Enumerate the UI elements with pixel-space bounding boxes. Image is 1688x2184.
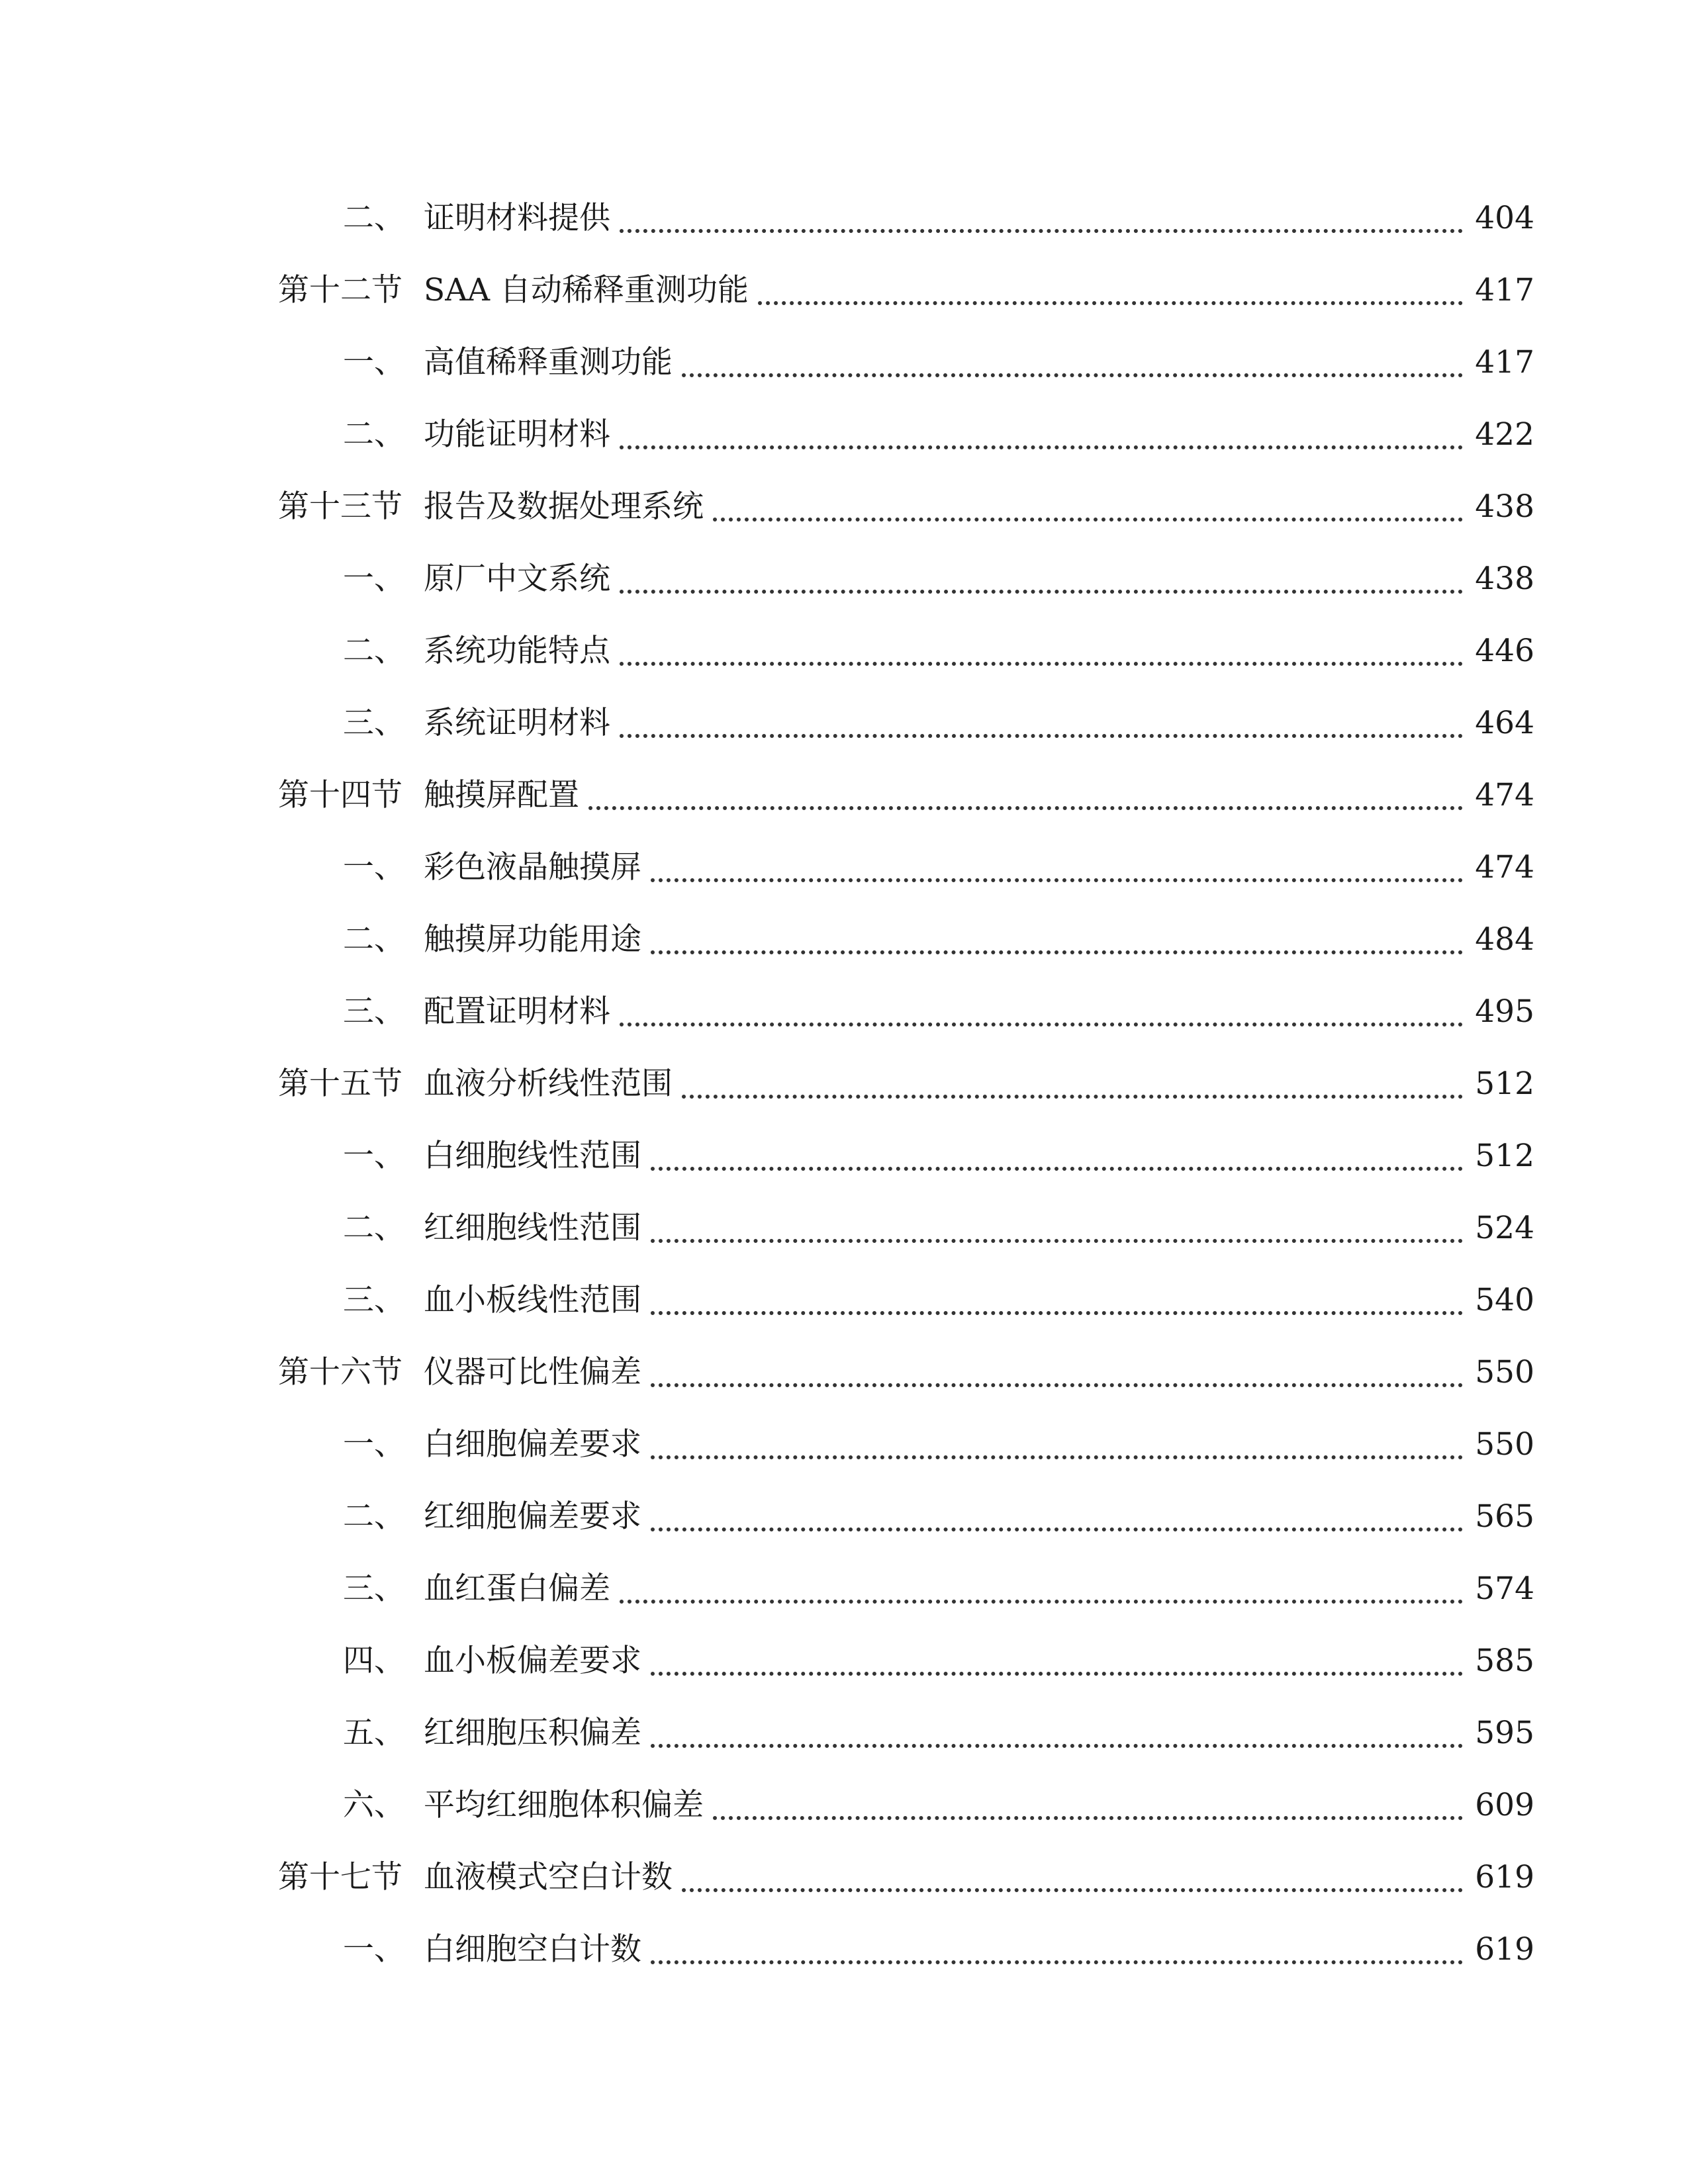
- toc-entry-title: 白细胞线性范围: [424, 1138, 641, 1174]
- toc-dot-leader: [651, 1960, 1463, 1964]
- toc-dot-leader: [651, 1672, 1463, 1676]
- toc-entry-title: 红细胞压积偏差: [424, 1715, 641, 1751]
- toc-entry-title: 白细胞空白计数: [424, 1931, 641, 1968]
- toc-dot-leader: [713, 1816, 1463, 1820]
- toc-page-number: 417: [1475, 272, 1534, 308]
- toc-dot-leader: [588, 806, 1463, 810]
- toc-subsection-entry[interactable]: [0, 1707, 1688, 1779]
- toc-entry-title: 血液模式空白计数: [424, 1859, 673, 1895]
- toc-entry-number: 二、: [343, 921, 405, 958]
- toc-section-entry[interactable]: [0, 264, 1688, 336]
- toc-entry-number: 六、: [343, 1787, 405, 1823]
- toc-page-number: 595: [1475, 1715, 1534, 1751]
- toc-entry-number: 一、: [343, 1138, 405, 1174]
- toc-subsection-entry[interactable]: [0, 1563, 1688, 1635]
- toc-dot-leader: [651, 1239, 1463, 1243]
- toc-subsection-entry[interactable]: [0, 697, 1688, 769]
- toc-entry-number: 一、: [343, 1426, 405, 1463]
- toc-entry-title: 血液分析线性范围: [424, 1066, 673, 1102]
- toc-entry-title: 系统功能特点: [424, 633, 610, 669]
- toc-dot-leader: [651, 1527, 1463, 1531]
- toc-page-number: 484: [1475, 921, 1534, 958]
- toc-subsection-entry[interactable]: [0, 553, 1688, 625]
- toc-dot-leader: [651, 1167, 1463, 1171]
- toc-entry-title: 触摸屏配置: [424, 777, 579, 813]
- toc-entry-title: 白细胞偏差要求: [424, 1426, 641, 1463]
- toc-page-number: 474: [1475, 777, 1534, 813]
- toc-page-number: 417: [1475, 344, 1534, 381]
- toc-entry-title: 血红蛋白偏差: [424, 1570, 610, 1607]
- toc-entry-title: 触摸屏功能用途: [424, 921, 641, 958]
- toc-entry-number: 二、: [343, 416, 405, 453]
- toc-page-number: 512: [1475, 1138, 1534, 1174]
- toc-subsection-entry[interactable]: [0, 1202, 1688, 1274]
- toc-subsection-entry[interactable]: [0, 841, 1688, 913]
- toc-entry-title: 红细胞偏差要求: [424, 1498, 641, 1535]
- toc-dot-leader: [682, 1095, 1463, 1099]
- toc-dot-leader: [620, 445, 1463, 449]
- toc-entry-title: 配置证明材料: [424, 993, 610, 1030]
- toc-dot-leader: [651, 1383, 1463, 1387]
- toc-entry-title: 彩色液晶触摸屏: [424, 849, 641, 886]
- toc-section-entry[interactable]: [0, 769, 1688, 841]
- toc-dot-leader: [620, 734, 1463, 738]
- toc-entry-title: 高值稀释重测功能: [424, 344, 673, 381]
- toc-section-entry[interactable]: [0, 1058, 1688, 1130]
- toc-dot-leader: [651, 1744, 1463, 1748]
- toc-page-number: 438: [1475, 488, 1534, 525]
- toc-entry-title: 红细胞线性范围: [424, 1210, 641, 1246]
- toc-dot-leader: [758, 301, 1463, 305]
- toc-page-number: 422: [1475, 416, 1534, 453]
- table-of-contents: [0, 192, 1688, 1995]
- toc-subsection-entry[interactable]: [0, 1130, 1688, 1202]
- toc-entry-number: 第十六节: [278, 1354, 402, 1390]
- toc-entry-number: 一、: [343, 849, 405, 886]
- toc-dot-leader: [682, 373, 1463, 377]
- toc-page-number: 619: [1475, 1931, 1534, 1968]
- toc-section-entry[interactable]: [0, 480, 1688, 553]
- toc-entry-title: 原厂中文系统: [424, 561, 610, 597]
- toc-dot-leader: [620, 1600, 1463, 1604]
- toc-subsection-entry[interactable]: [0, 408, 1688, 480]
- toc-dot-leader: [620, 229, 1463, 233]
- toc-entry-title: 血小板偏差要求: [424, 1643, 641, 1679]
- toc-subsection-entry[interactable]: [0, 1635, 1688, 1707]
- toc-entry-number: 三、: [343, 705, 405, 741]
- toc-dot-leader: [651, 1455, 1463, 1459]
- toc-page-number: 619: [1475, 1859, 1534, 1895]
- toc-page-number: 550: [1475, 1354, 1534, 1390]
- toc-dot-leader: [651, 1311, 1463, 1315]
- toc-entry-number: 三、: [343, 1570, 405, 1607]
- toc-page-number: 540: [1475, 1282, 1534, 1318]
- toc-entry-number: 四、: [343, 1643, 405, 1679]
- toc-page-number: 404: [1475, 200, 1534, 236]
- toc-entry-number: 五、: [343, 1715, 405, 1751]
- toc-entry-number: 第十七节: [278, 1859, 402, 1895]
- toc-entry-number: 二、: [343, 200, 405, 236]
- toc-entry-number: 一、: [343, 344, 405, 381]
- toc-subsection-entry[interactable]: [0, 1274, 1688, 1346]
- toc-dot-leader: [620, 1023, 1463, 1026]
- toc-entry-title: 平均红细胞体积偏差: [424, 1787, 704, 1823]
- toc-entry-number: 第十五节: [278, 1066, 402, 1102]
- toc-page-number: 565: [1475, 1498, 1534, 1535]
- toc-entry-number: 二、: [343, 1498, 405, 1535]
- toc-entry-number: 第十四节: [278, 777, 402, 813]
- toc-entry-title: 系统证明材料: [424, 705, 610, 741]
- toc-section-entry[interactable]: [0, 1851, 1688, 1923]
- toc-subsection-entry[interactable]: [0, 985, 1688, 1058]
- toc-entry-number: 三、: [343, 1282, 405, 1318]
- toc-section-entry[interactable]: [0, 1346, 1688, 1418]
- toc-dot-leader: [620, 590, 1463, 594]
- toc-page-number: 512: [1475, 1066, 1534, 1102]
- toc-subsection-entry[interactable]: [0, 625, 1688, 697]
- toc-page-number: 609: [1475, 1787, 1534, 1823]
- toc-entry-title: SAA 自动稀释重测功能: [424, 272, 749, 308]
- toc-entry-title: 功能证明材料: [424, 416, 610, 453]
- toc-page-number: 524: [1475, 1210, 1534, 1246]
- toc-entry-number: 第十二节: [278, 272, 402, 308]
- toc-subsection-entry[interactable]: [0, 1490, 1688, 1563]
- toc-dot-leader: [682, 1888, 1463, 1892]
- toc-page-number: 574: [1475, 1570, 1534, 1607]
- toc-entry-number: 二、: [343, 1210, 405, 1246]
- toc-page-number: 464: [1475, 705, 1534, 741]
- toc-entry-number: 一、: [343, 1931, 405, 1968]
- toc-entry-title: 血小板线性范围: [424, 1282, 641, 1318]
- toc-subsection-entry[interactable]: [0, 192, 1688, 264]
- toc-page-number: 446: [1475, 633, 1534, 669]
- toc-entry-number: 二、: [343, 633, 405, 669]
- toc-page-number: 550: [1475, 1426, 1534, 1463]
- toc-entry-number: 第十三节: [278, 488, 402, 525]
- toc-entry-number: 三、: [343, 993, 405, 1030]
- toc-dot-leader: [620, 662, 1463, 666]
- toc-page-number: 438: [1475, 561, 1534, 597]
- toc-dot-leader: [713, 518, 1463, 522]
- toc-subsection-entry[interactable]: [0, 1923, 1688, 1995]
- toc-page-number: 474: [1475, 849, 1534, 886]
- toc-page-number: 585: [1475, 1643, 1534, 1679]
- toc-entry-title: 仪器可比性偏差: [424, 1354, 641, 1390]
- toc-subsection-entry[interactable]: [0, 913, 1688, 985]
- toc-entry-title: 证明材料提供: [424, 200, 610, 236]
- toc-page-number: 495: [1475, 993, 1534, 1030]
- toc-entry-number: 一、: [343, 561, 405, 597]
- toc-subsection-entry[interactable]: [0, 336, 1688, 408]
- toc-dot-leader: [651, 950, 1463, 954]
- toc-subsection-entry[interactable]: [0, 1418, 1688, 1490]
- toc-dot-leader: [651, 878, 1463, 882]
- toc-subsection-entry[interactable]: [0, 1779, 1688, 1851]
- toc-entry-title: 报告及数据处理系统: [424, 488, 704, 525]
